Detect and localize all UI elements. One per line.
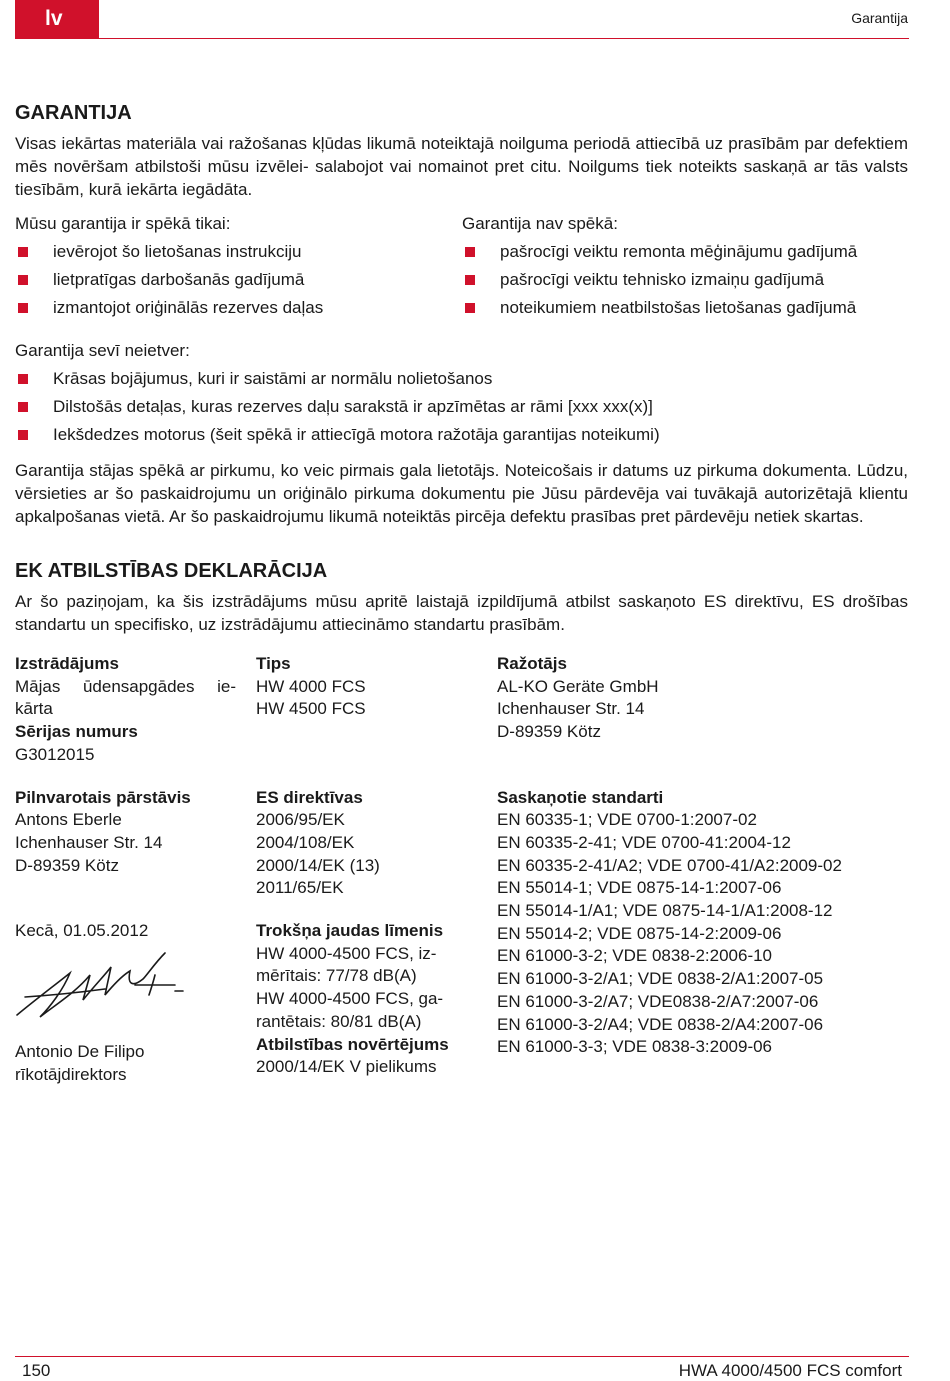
representative-line: Ichenhauser Str. 14 bbox=[15, 832, 163, 852]
noise-line: HW 4000-4500 FCS, iz- bbox=[256, 943, 437, 963]
product-line: kārta bbox=[15, 699, 53, 719]
noise-line: mērītais: 77/78 dB(A) bbox=[256, 966, 417, 986]
directive-line: 2006/95/EK bbox=[256, 810, 345, 830]
invalid-list bbox=[462, 238, 908, 322]
standard-line: EN 55014-1/A1; VDE 0875-14-1/A1:2008-12 bbox=[497, 901, 833, 921]
signature-icon bbox=[15, 945, 185, 1031]
standard-line: EN 61000-3-2/A4; VDE 0838-2/A4:2007-06 bbox=[497, 1014, 824, 1034]
type-line: HW 4000 FCS bbox=[256, 676, 366, 696]
list-item-text: izmantojot oriģinālās rezerves daļas bbox=[53, 298, 324, 317]
spacer bbox=[256, 900, 497, 920]
type-line: HW 4500 FCS bbox=[256, 699, 366, 719]
directive-line: 2004/108/EK bbox=[256, 832, 355, 852]
valid-list bbox=[15, 238, 462, 322]
product-cell bbox=[15, 653, 256, 767]
type-heading: Tips bbox=[256, 654, 291, 673]
serial-number: G3012015 bbox=[15, 744, 95, 764]
footer-rule bbox=[15, 1356, 909, 1357]
representative-cell bbox=[15, 787, 256, 1087]
invalid-conditions bbox=[462, 212, 908, 322]
list-item bbox=[15, 393, 908, 421]
bullet-square-icon bbox=[18, 275, 28, 285]
list-item bbox=[462, 238, 908, 266]
bullet-square-icon bbox=[465, 303, 475, 313]
bullet-square-icon bbox=[465, 275, 475, 285]
standard-line: EN 60335-2-41; VDE 0700-41:2004-12 bbox=[497, 832, 791, 852]
warranty-closing: Garantija stājas spēkā ar pirkumu, ko veic pirmais gala lietotājs. Noteicošais ir datums uz pirkuma dokumenta. Lūdzu, vērsieties ar šo paskaidrojumu un oriģinālo pirkuma dokumentu pie Jūsu pārdevēja vai tuvākajā autorizētajā klientu apkalpošanas vietā. Ar šo paskaidrojumu likumā noteiktās pircēja defektu prasības pret pārdevēju netiek skartas. bbox=[15, 461, 908, 526]
declaration-grid bbox=[15, 653, 908, 1086]
language-tab: lv bbox=[15, 0, 99, 39]
signer-name: Antonio De Filipo bbox=[15, 1042, 145, 1062]
noise-heading: Trokšņa jaudas līmenis bbox=[256, 921, 444, 941]
maker-cell bbox=[497, 653, 908, 767]
declaration-heading: EK ATBILSTĪBAS DEKLARĀCIJA bbox=[15, 560, 328, 582]
standards-cell bbox=[497, 787, 908, 1087]
product-line: Mājas ūdensapgādes ie- bbox=[15, 676, 236, 696]
product-heading: Izstrādājums bbox=[15, 654, 119, 673]
list-item bbox=[462, 266, 908, 294]
list-item-text: lietpratīgas darbošanās gadījumā bbox=[53, 270, 305, 289]
list-item-text: ievērojot šo lietošanas instrukciju bbox=[53, 242, 302, 261]
maker-line: Ichenhauser Str. 14 bbox=[497, 699, 645, 719]
list-item-text: Dilstošās detaļas, kuras rezerves daļu sarakstā ir apzīmētas ar rāmi [xxx xxx(x)] bbox=[53, 397, 653, 416]
list-item-text: Iekšdedzes motorus (šeit spēkā ir attiecīgā motora ražotāja garantijas noteikumi) bbox=[53, 425, 660, 444]
spacer bbox=[15, 877, 256, 920]
list-item bbox=[15, 294, 462, 322]
maker-line: D-89359 Kötz bbox=[497, 722, 601, 742]
standard-line: EN 55014-2; VDE 0875-14-2:2009-06 bbox=[497, 923, 782, 943]
directive-line: 2000/14/EK (13) bbox=[256, 855, 380, 875]
standard-line: EN 61000-3-2/A7; VDE0838-2/A7:2007-06 bbox=[497, 991, 819, 1011]
place-date: Kecā, 01.05.2012 bbox=[15, 921, 149, 941]
type-cell bbox=[256, 653, 497, 767]
standard-line: EN 60335-1; VDE 0700-1:2007-02 bbox=[497, 810, 757, 830]
declaration-intro: Ar šo paziņojam, ka šis izstrādājums mūsu apritē laistajā izpildījumā atbilst saskaņoto ES direktīvu, ES drošības standartu un specifisko, uz izstrādājumu attiecināmo standartu prasībām. bbox=[15, 592, 908, 634]
standard-line: EN 61000-3-3; VDE 0838-3:2009-06 bbox=[497, 1037, 773, 1057]
exclusions bbox=[15, 339, 908, 449]
noise-line: HW 4000-4500 FCS, ga- bbox=[256, 989, 444, 1009]
bullet-square-icon bbox=[18, 402, 28, 412]
valid-conditions bbox=[15, 212, 462, 322]
list-item-text: pašrocīgi veiktu tehnisko izmaiņu gadījumā bbox=[500, 270, 825, 289]
standard-line: EN 61000-3-2/A1; VDE 0838-2/A1:2007-05 bbox=[497, 969, 824, 989]
warranty-heading: GARANTIJA bbox=[15, 102, 132, 124]
document-title: HWA 4000/4500 FCS comfort bbox=[678, 1361, 902, 1380]
section-name: Garantija bbox=[851, 10, 908, 26]
maker-heading: Ražotājs bbox=[497, 654, 567, 673]
standard-line: EN 60335-2-41/A2; VDE 0700-41/A2:2009-02 bbox=[497, 855, 842, 875]
representative-line: Antons Eberle bbox=[15, 810, 122, 830]
representative-heading: Pilnvarotais pārstāvis bbox=[15, 787, 191, 807]
assessment-value: 2000/14/EK V pielikums bbox=[256, 1057, 437, 1077]
bullet-square-icon bbox=[465, 247, 475, 257]
valid-heading: Mūsu garantija ir spēkā tikai: bbox=[15, 214, 231, 233]
warranty-conditions bbox=[15, 212, 908, 322]
maker-line: AL-KO Geräte GmbH bbox=[497, 676, 659, 696]
directive-line: 2011/65/EK bbox=[256, 878, 344, 898]
exclusions-heading: Garantija sevī neietver: bbox=[15, 341, 190, 360]
warranty-intro: Visas iekārtas materiāla vai ražošanas kļūdas likumā noteiktajā noilguma periodā attiecībā uz prasībām par defektiem mēs novēršam atbilstoši mūsu izvēlei- salabojot vai nomainot pret citu. Noilgums tiek noteikts saskaņā ar tās valsts tiesībām, kurā iekārta iegādāta. bbox=[15, 134, 908, 199]
serial-heading: Sērijas numurs bbox=[15, 722, 138, 742]
list-item bbox=[15, 365, 908, 393]
list-item-text: pašrocīgi veiktu remonta mēģinājumu gadījumā bbox=[500, 242, 858, 261]
page-number: 150 bbox=[22, 1361, 51, 1380]
bullet-square-icon bbox=[18, 430, 28, 440]
standards-heading: Saskaņotie standarti bbox=[497, 787, 664, 807]
bullet-square-icon bbox=[18, 247, 28, 257]
bullet-square-icon bbox=[18, 303, 28, 313]
header-rule bbox=[15, 38, 909, 39]
list-item-text: Krāsas bojājumus, kuri ir saistāmi ar normālu nolietošanos bbox=[53, 369, 493, 388]
list-item-text: noteikumiem neatbilstošas lietošanas gadījumā bbox=[500, 298, 857, 317]
standard-line: EN 61000-3-2; VDE 0838-2:2006-10 bbox=[497, 946, 773, 966]
list-item bbox=[462, 294, 908, 322]
noise-line: rantētais: 80/81 dB(A) bbox=[256, 1011, 422, 1031]
directives-cell bbox=[256, 787, 497, 1087]
invalid-heading: Garantija nav spēkā: bbox=[462, 214, 618, 233]
list-item bbox=[15, 238, 462, 266]
directives-heading: ES direktīvas bbox=[256, 787, 363, 807]
signer-role: rīkotājdirektors bbox=[15, 1064, 127, 1084]
assessment-heading: Atbilstības novērtējums bbox=[256, 1034, 449, 1054]
representative-line: D-89359 Kötz bbox=[15, 855, 119, 875]
list-item bbox=[15, 266, 462, 294]
standard-line: EN 55014-1; VDE 0875-14-1:2007-06 bbox=[497, 878, 782, 898]
bullet-square-icon bbox=[18, 374, 28, 384]
list-item bbox=[15, 421, 908, 449]
exclusions-list bbox=[15, 365, 908, 449]
page-content bbox=[15, 100, 908, 1086]
